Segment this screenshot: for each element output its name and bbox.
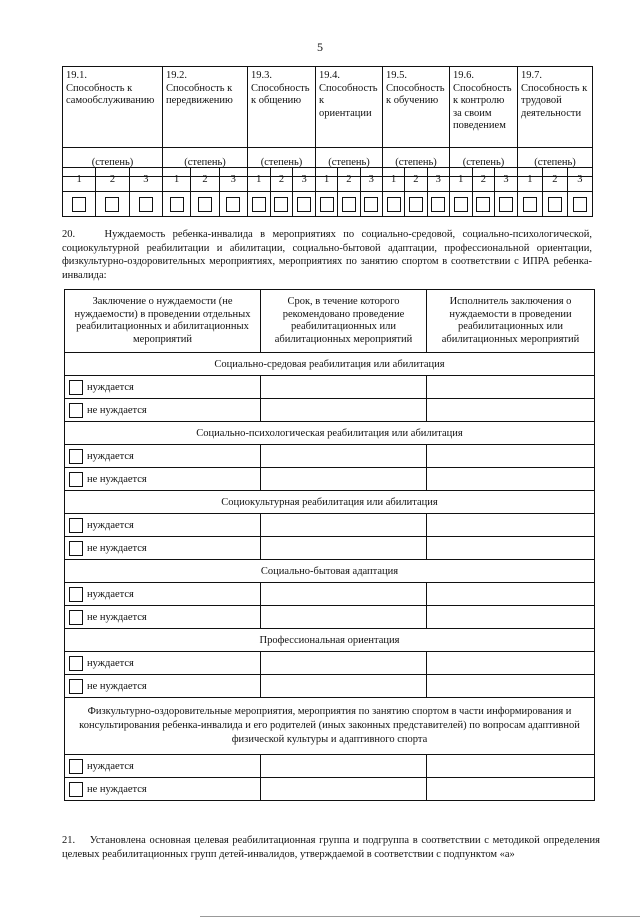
degree-number: 2: [338, 168, 360, 192]
section-title: Социокультурная реабилитация или абилитация: [65, 491, 595, 514]
degree-checkbox[interactable]: [431, 197, 445, 212]
term-cell[interactable]: [261, 445, 427, 468]
executor-cell[interactable]: [427, 778, 595, 801]
degree-cell: [382, 192, 404, 217]
degree-cell: [449, 192, 472, 217]
degree-label: (степень): [450, 148, 518, 177]
executor-cell[interactable]: [427, 376, 595, 399]
degree-cell: [247, 192, 270, 217]
needs-checkbox[interactable]: [69, 656, 83, 671]
degree-checkbox[interactable]: [476, 197, 490, 212]
page-number: 5: [317, 40, 323, 54]
degree-checkbox[interactable]: [409, 197, 423, 212]
needs-checkbox[interactable]: [69, 587, 83, 602]
ability-header-4: 19.4. Способность к ориентации: [316, 67, 383, 148]
degree-cell: [427, 192, 449, 217]
not-needs-checkbox[interactable]: [69, 472, 83, 487]
degree-number: 3: [495, 168, 518, 192]
degree-cell: [293, 192, 316, 217]
section-title: Социально-психологическая реабилитация или абилитация: [65, 422, 595, 445]
degree-number: 2: [270, 168, 293, 192]
option-label: нуждается: [87, 450, 134, 462]
degree-label: (степень): [518, 148, 593, 177]
degree-label: (степень): [383, 148, 450, 177]
degree-checkbox[interactable]: [320, 197, 334, 212]
needs-checkbox[interactable]: [69, 380, 83, 395]
option-needs: [65, 583, 261, 606]
degree-number: 3: [293, 168, 316, 192]
ability-header-6: 19.6. Способность к контролю за своим поведением: [450, 67, 518, 148]
option-label: нуждается: [87, 381, 134, 393]
ability-header-7: 19.7. Способность к трудовой деятельности: [518, 67, 593, 148]
needs-checkbox[interactable]: [69, 518, 83, 533]
term-cell[interactable]: [261, 652, 427, 675]
option-not-needs: [65, 399, 261, 422]
degree-number: 1: [382, 168, 404, 192]
degree-cell: [360, 192, 382, 217]
term-cell[interactable]: [261, 675, 427, 698]
option-not-needs: [65, 778, 261, 801]
degree-checkbox[interactable]: [573, 197, 587, 212]
option-not-needs: [65, 468, 261, 491]
degree-number: 2: [191, 168, 219, 192]
degree-checkbox[interactable]: [364, 197, 378, 212]
degree-label: (степень): [163, 148, 248, 177]
needs-checkbox[interactable]: [69, 759, 83, 774]
degree-checkbox[interactable]: [198, 197, 212, 212]
option-label: нуждается: [87, 519, 134, 531]
degree-number: 3: [129, 168, 162, 192]
option-label: не нуждается: [87, 611, 147, 623]
executor-cell[interactable]: [427, 445, 595, 468]
degree-cell: [542, 192, 567, 217]
degree-number: 2: [96, 168, 129, 192]
degree-number: 3: [219, 168, 247, 192]
section-title: Профессиональная ориентация: [65, 629, 595, 652]
executor-cell[interactable]: [427, 514, 595, 537]
term-cell[interactable]: [261, 583, 427, 606]
executor-cell[interactable]: [427, 652, 595, 675]
column-header-term: Срок, в течение которого рекомендовано проведение реабилитационных или абилитационных мероприятий: [261, 290, 427, 353]
degree-number: 1: [63, 168, 96, 192]
degree-number: 1: [449, 168, 472, 192]
degree-checkbox[interactable]: [523, 197, 537, 212]
needs-checkbox[interactable]: [69, 449, 83, 464]
not-needs-checkbox[interactable]: [69, 679, 83, 694]
option-needs: [65, 755, 261, 778]
executor-cell[interactable]: [427, 583, 595, 606]
term-cell[interactable]: [261, 468, 427, 491]
degree-cell: [191, 192, 219, 217]
term-cell[interactable]: [261, 399, 427, 422]
option-not-needs: [65, 606, 261, 629]
not-needs-checkbox[interactable]: [69, 403, 83, 418]
degree-checkbox[interactable]: [139, 197, 153, 212]
abilities-table: [62, 66, 593, 177]
option-needs: [65, 652, 261, 675]
degree-checkbox[interactable]: [72, 197, 86, 212]
degree-number: 1: [315, 168, 337, 192]
option-label: нуждается: [87, 657, 134, 669]
option-needs: [65, 376, 261, 399]
degree-cell: [162, 192, 190, 217]
option-needs: [65, 445, 261, 468]
section-title: Социально-средовая реабилитация или абилитация: [65, 353, 595, 376]
executor-cell[interactable]: [427, 606, 595, 629]
degree-number: 2: [405, 168, 427, 192]
degree-checkbox[interactable]: [170, 197, 184, 212]
executor-cell[interactable]: [427, 399, 595, 422]
section-20-text: 20. Нуждаемость ребенка-инвалида в мероприятиях по социально-средовой, социально-психологической, социокультурной реабилитации и абилитации, социально-бытовой адаптации, профессиональной ориентации, физкультурно-оздоровительных мероприятиях, мероприятиях по занятию спортом в соответствии с ИПРА ребенка-инвалида:: [62, 229, 592, 281]
degree-cell: [315, 192, 337, 217]
degree-checkbox[interactable]: [499, 197, 513, 212]
degree-cell: [338, 192, 360, 217]
option-label: не нуждается: [87, 542, 147, 554]
option-label: не нуждается: [87, 473, 147, 485]
degree-cell: [270, 192, 293, 217]
degree-checkbox[interactable]: [297, 197, 311, 212]
abilities-degree-grid: [62, 167, 593, 217]
degree-checkbox[interactable]: [105, 197, 119, 212]
degree-cell: [567, 192, 592, 217]
option-not-needs: [65, 537, 261, 560]
term-cell[interactable]: [261, 778, 427, 801]
option-label: не нуждается: [87, 680, 147, 692]
degree-cell: [219, 192, 247, 217]
ability-header-1: 19.1. Способность к самообслуживанию: [63, 67, 163, 148]
executor-cell[interactable]: [427, 755, 595, 778]
column-header-conclusion: Заключение о нуждаемости (не нуждаемости) в проведении отдельных реабилитационных и абилитационных мероприятий: [65, 290, 261, 353]
degree-number: 3: [567, 168, 592, 192]
column-header-executor: Исполнитель заключения о нуждаемости в проведении реабилитационных или абилитационных мероприятий: [427, 290, 595, 353]
degree-checkbox[interactable]: [454, 197, 468, 212]
degree-cell: [495, 192, 518, 217]
section-title: Физкультурно-оздоровительные мероприятия, мероприятия по занятию спортом в части информирования и консультирования ребенка-инвалида и его родителей (иных законных представителей) по вопросам адаптивной физической культуры и адаптивного спорта: [65, 698, 595, 755]
degree-cell: [517, 192, 542, 217]
bottom-divider: [200, 916, 640, 917]
ability-header-2: 19.2. Способность к передвижению: [163, 67, 248, 148]
executor-cell[interactable]: [427, 675, 595, 698]
degree-cell: [96, 192, 129, 217]
degree-number: 3: [360, 168, 382, 192]
degree-checkbox[interactable]: [226, 197, 240, 212]
degree-label: (степень): [63, 148, 163, 177]
degree-number: 2: [472, 168, 495, 192]
degree-label: (степень): [316, 148, 383, 177]
degree-checkbox[interactable]: [387, 197, 401, 212]
degree-number: 3: [427, 168, 449, 192]
degree-cell: [129, 192, 162, 217]
rehabilitation-needs-table: [64, 289, 595, 801]
ability-header-5: 19.5. Способность к обучению: [383, 67, 450, 148]
not-needs-checkbox[interactable]: [69, 541, 83, 556]
option-label: нуждается: [87, 760, 134, 772]
degree-cell: [63, 192, 96, 217]
executor-cell[interactable]: [427, 468, 595, 491]
degree-checkbox[interactable]: [548, 197, 562, 212]
option-needs: [65, 514, 261, 537]
degree-number: 1: [247, 168, 270, 192]
degree-checkbox[interactable]: [342, 197, 356, 212]
term-cell[interactable]: [261, 514, 427, 537]
term-cell[interactable]: [261, 755, 427, 778]
option-label: не нуждается: [87, 783, 147, 795]
section-21-text: 21. Установлена основная целевая реабилитационная группа и подгруппа в соответствии с методикой определения целевых реабилитационных групп детей-инвалидов, утверждаемой в соответствии с подпунктом «а»: [62, 835, 600, 860]
degree-number: 1: [162, 168, 190, 192]
degree-cell: [472, 192, 495, 217]
degree-label: (степень): [248, 148, 316, 177]
degree-checkbox[interactable]: [252, 197, 266, 212]
executor-cell[interactable]: [427, 537, 595, 560]
not-needs-checkbox[interactable]: [69, 782, 83, 797]
degree-number: 1: [517, 168, 542, 192]
ability-header-3: 19.3. Способность к общению: [248, 67, 316, 148]
section-title: Социально-бытовая адаптация: [65, 560, 595, 583]
not-needs-checkbox[interactable]: [69, 610, 83, 625]
term-cell[interactable]: [261, 606, 427, 629]
term-cell[interactable]: [261, 537, 427, 560]
option-not-needs: [65, 675, 261, 698]
degree-number: 2: [542, 168, 567, 192]
degree-cell: [405, 192, 427, 217]
option-label: не нуждается: [87, 404, 147, 416]
option-label: нуждается: [87, 588, 134, 600]
term-cell[interactable]: [261, 376, 427, 399]
degree-checkbox[interactable]: [274, 197, 288, 212]
